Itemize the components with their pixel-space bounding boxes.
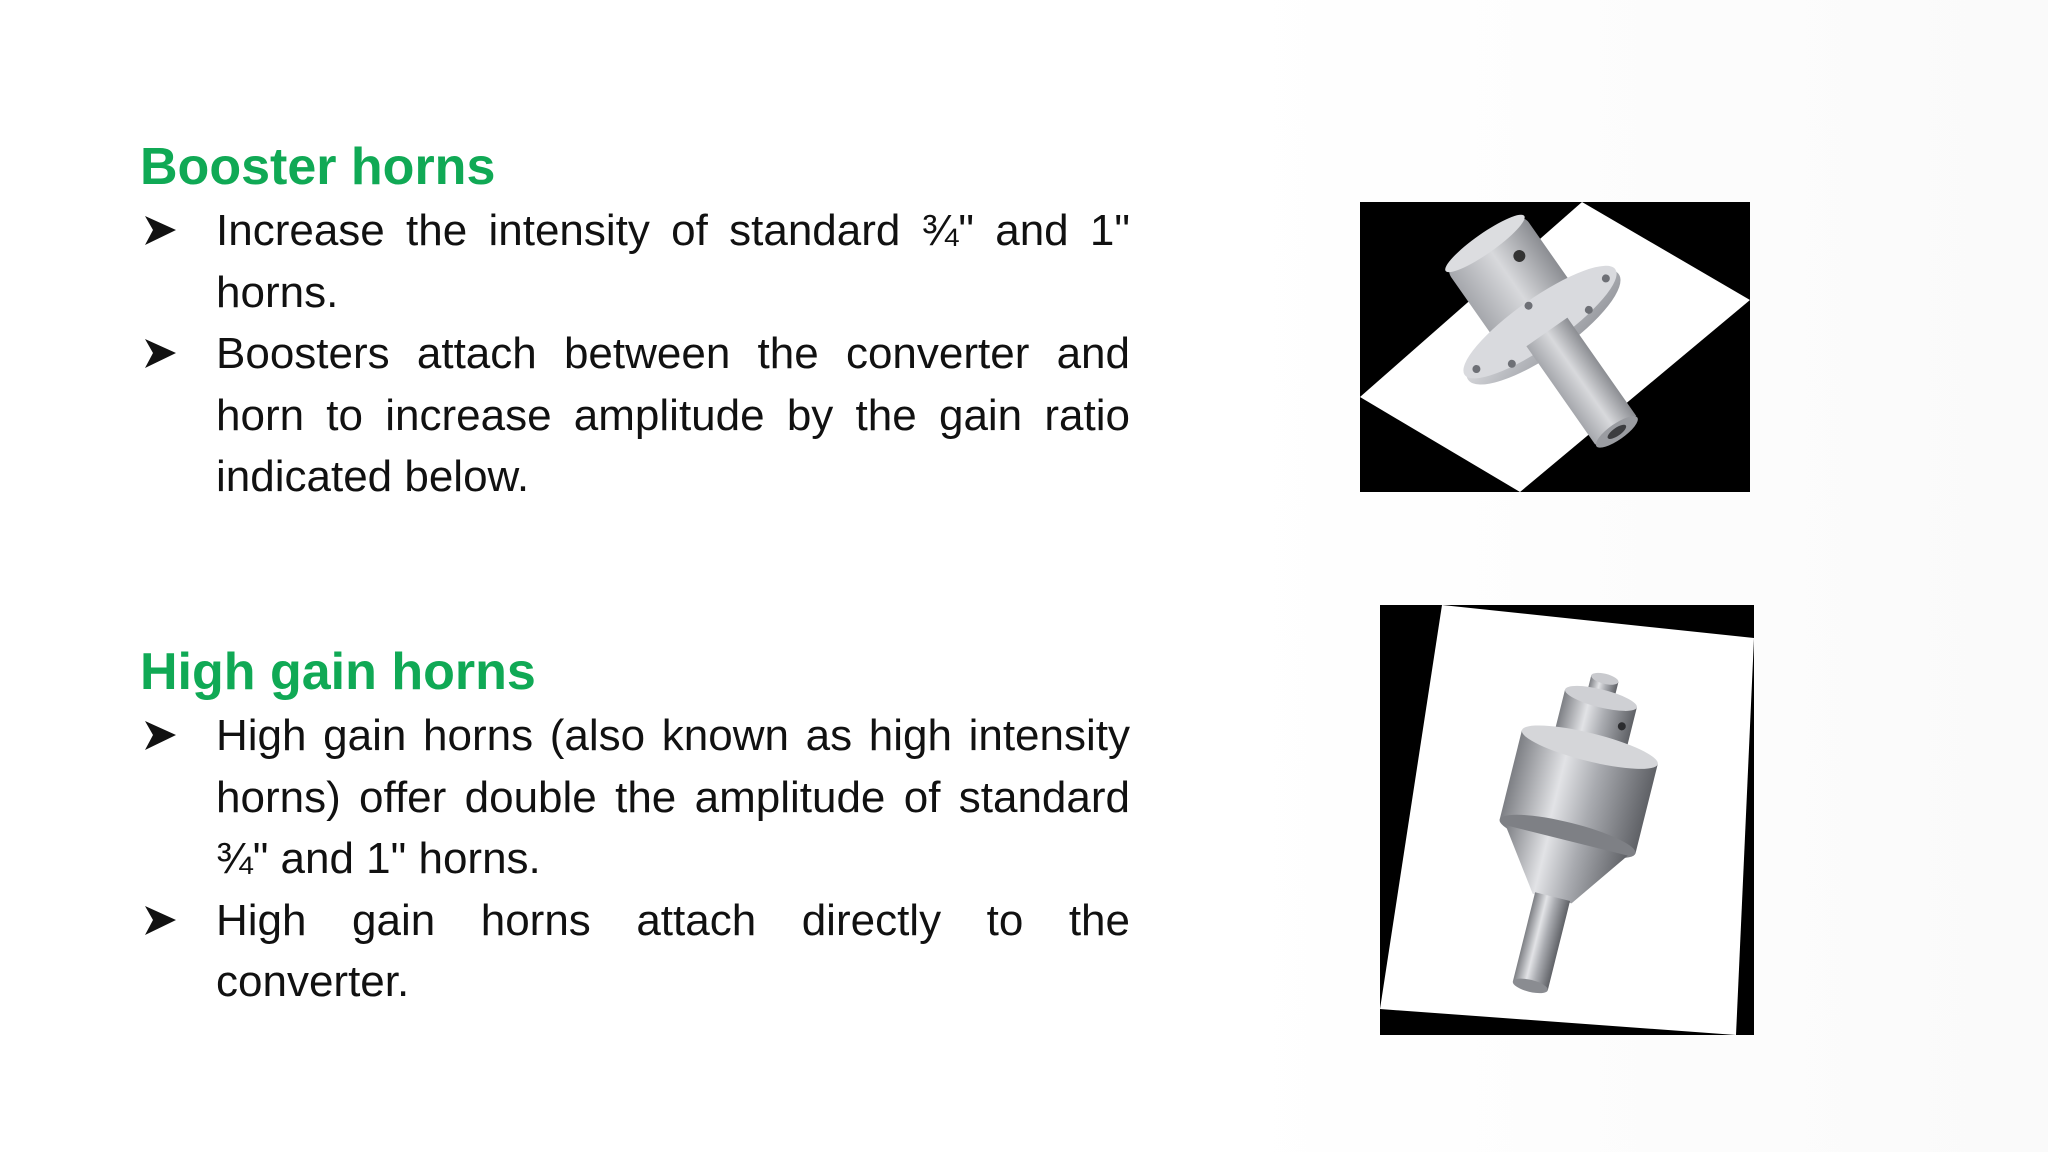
bullet-item [140,200,1130,323]
bullet-item [140,890,1130,1013]
arrowhead-bullet-icon [142,200,182,261]
bullet-text: High gain horns attach directly to the converter. [216,895,1130,1006]
bullet-item [140,323,1130,508]
arrowhead-bullet-icon [142,890,182,951]
bullet-text: High gain horns (also known as high intensity horns) offer double the amplitude of standard ¾" and 1" horns. [216,711,1130,883]
bullet-text: Boosters attach between the converter and horn to increase amplitude by the gain ratio indicated below. [216,329,1130,501]
arrowhead-bullet-icon [142,705,182,766]
booster-horns-heading: Booster horns [140,138,496,196]
booster-horns-bullet-list [140,200,1130,508]
booster-horn-icon [1360,202,1750,492]
arrowhead-bullet-icon [142,323,182,384]
high-gain-horns-section [140,641,1130,1013]
high-gain-horns-heading: High gain horns [140,643,536,701]
bullet-item [140,705,1130,890]
booster-horn-photo [1360,202,1750,492]
high-gain-horns-bullet-list [140,705,1130,1013]
high-gain-horn-photo [1380,605,1754,1035]
booster-horns-section [140,136,1130,508]
high-gain-horn-icon [1380,605,1754,1035]
bullet-text: Increase the intensity of standard ¾" and 1" horns. [216,206,1130,317]
